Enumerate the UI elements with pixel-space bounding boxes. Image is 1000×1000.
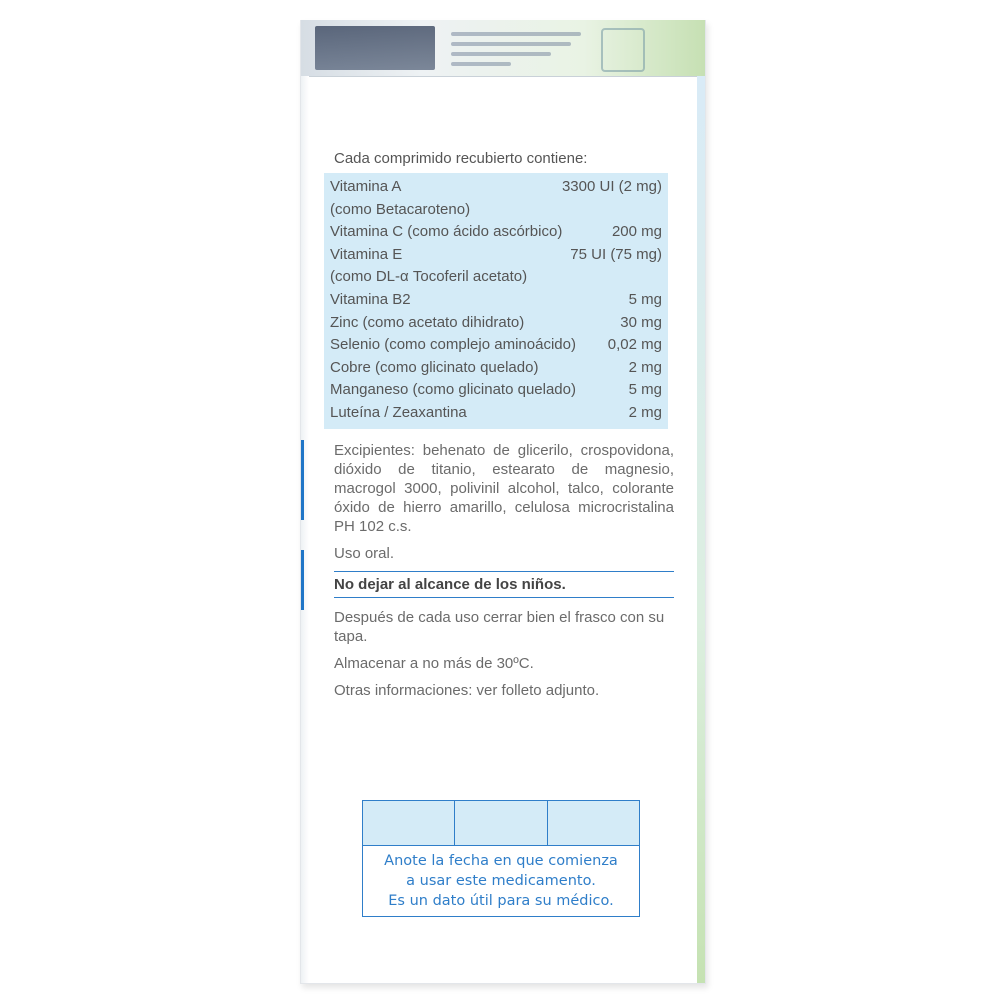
nutrient-amount: 200 mg bbox=[611, 223, 662, 241]
box-top-flap bbox=[301, 20, 705, 77]
route-text: Uso oral. bbox=[334, 544, 395, 562]
date-cell-year bbox=[548, 801, 639, 845]
nutrient-row bbox=[330, 379, 662, 402]
instruction-text: Después de cada uso cerrar bien el frasco con su tapa. bbox=[334, 608, 665, 645]
nutrient-name: Luteína / Zeaxantina bbox=[330, 403, 467, 421]
nutrient-row bbox=[330, 357, 662, 380]
date-note-line: Anote la fecha en que comienza bbox=[384, 853, 618, 869]
seal-graphic bbox=[601, 28, 645, 72]
nutrient-name: Vitamina A bbox=[330, 178, 402, 195]
edge-blue-mark bbox=[301, 550, 304, 610]
nutrient-name: Vitamina B2 bbox=[330, 290, 411, 308]
nutrient-amount: 2 mg bbox=[628, 403, 662, 421]
nutrient-amount: 30 mg bbox=[620, 313, 662, 331]
composition-intro: Cada comprimido recubierto contiene: bbox=[334, 150, 588, 167]
nutrient-row bbox=[330, 312, 662, 335]
nutrient-row bbox=[330, 176, 662, 199]
nutrient-row bbox=[330, 221, 662, 244]
date-cells-row bbox=[363, 801, 639, 846]
nutrient-name: Selenio (como complejo aminoácido) bbox=[330, 336, 576, 354]
date-note-line: Es un dato útil para su médico. bbox=[388, 893, 614, 909]
edge-blue-mark bbox=[301, 440, 304, 520]
date-cell-day bbox=[363, 801, 455, 845]
nutrient-row bbox=[330, 199, 662, 222]
medicine-box-side-panel bbox=[300, 20, 706, 984]
nutrient-name: Vitamina C (como ácido ascórbico) bbox=[330, 223, 563, 241]
nutrient-row bbox=[330, 402, 662, 425]
nutrient-row bbox=[330, 244, 662, 267]
label-content bbox=[330, 150, 674, 700]
nutrient-amount: 5 mg bbox=[628, 381, 662, 399]
box-left-edge bbox=[301, 76, 309, 983]
nutrient-name: Vitamina E bbox=[330, 245, 403, 263]
nutrient-row bbox=[330, 289, 662, 312]
box-right-edge bbox=[697, 76, 705, 983]
nutrient-name: (como DL-α Tocoferil acetato) bbox=[330, 268, 528, 286]
nutrient-amount: 2 mg bbox=[628, 358, 662, 376]
child-warning: No dejar al alcance de los niños. bbox=[334, 571, 674, 598]
start-date-table bbox=[362, 800, 640, 917]
nutrient-amount: 75 UI (75 mg) bbox=[570, 245, 662, 263]
nutrient-row bbox=[330, 334, 662, 357]
instruction-text: Almacenar a no más de 30ºC. bbox=[334, 654, 534, 672]
nutrient-amount: 5 mg bbox=[628, 290, 662, 308]
date-cell-month bbox=[455, 801, 547, 845]
instruction-text: Otras informaciones: ver folleto adjunto. bbox=[334, 681, 600, 699]
date-note-line: a usar este medicamento. bbox=[406, 873, 596, 889]
nutrient-amount: 3300 UI (2 mg) bbox=[561, 178, 662, 195]
lid-text-stripe bbox=[451, 32, 581, 36]
nutrient-amount: 0,02 mg bbox=[607, 336, 662, 354]
excipients-text: Excipientes: behenato de glicerilo, crospovidona, dióxido de titanio, estearato de magnesio, macrogol 3000, polivinil alcohol, talco, colorante óxido de hierro amarillo, celulosa microcristalina PH 102 c.s. bbox=[334, 441, 674, 535]
nutrient-name: Manganeso (como glicinato quelado) bbox=[330, 381, 576, 399]
nutrient-name: Zinc (como acetato dihidrato) bbox=[330, 313, 525, 331]
lid-text-stripe bbox=[451, 62, 511, 66]
date-note bbox=[363, 846, 639, 916]
lid-text-stripe bbox=[451, 52, 551, 56]
lid-text-stripe bbox=[451, 42, 571, 46]
nutrient-table bbox=[324, 173, 668, 429]
nutrient-row bbox=[330, 266, 662, 289]
brand-logo-graphic bbox=[315, 26, 435, 70]
nutrient-name: Cobre (como glicinato quelado) bbox=[330, 358, 539, 376]
nutrient-name: (como Betacaroteno) bbox=[330, 200, 471, 218]
